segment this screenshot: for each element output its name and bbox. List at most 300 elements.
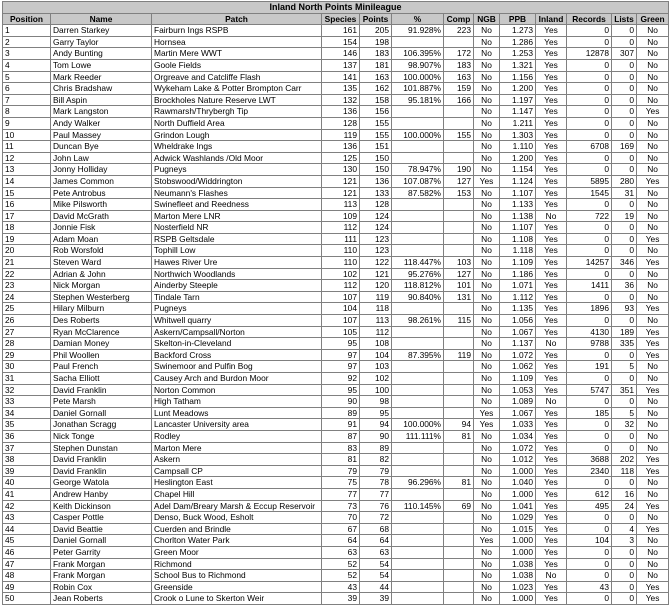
cell-green: No: [637, 141, 669, 153]
cell-ngb: No: [474, 210, 500, 222]
cell-name: Pete Marsh: [51, 396, 152, 408]
cell-species: 132: [322, 94, 360, 106]
cell-name: Robin Cox: [51, 581, 152, 593]
cell-inland: Yes: [536, 500, 567, 512]
cell-green: No: [637, 373, 669, 385]
cell-ppb: 1.200: [500, 152, 536, 164]
cell-species: 135: [322, 83, 360, 95]
cell-lists: 202: [612, 454, 637, 466]
cell-inland: Yes: [536, 257, 567, 269]
cell-points: 150: [360, 152, 392, 164]
cell-points: 121: [360, 268, 392, 280]
cell-position: 8: [3, 106, 51, 118]
table-row: [3, 210, 669, 222]
cell-ngb: No: [474, 233, 500, 245]
cell-comp: [444, 326, 474, 338]
table-row: [3, 349, 669, 361]
cell-points: 108: [360, 338, 392, 350]
cell-position: 32: [3, 384, 51, 396]
cell-position: 30: [3, 361, 51, 373]
cell-patch: Norton Common: [152, 384, 322, 396]
cell-green: Yes: [637, 454, 669, 466]
cell-species: 112: [322, 222, 360, 234]
cell-species: 39: [322, 593, 360, 605]
cell-species: 107: [322, 315, 360, 327]
cell-patch: Askern: [152, 454, 322, 466]
cell-records: 5747: [567, 384, 612, 396]
cell-patch: Brockholes Nature Reserve LWT: [152, 94, 322, 106]
cell-records: 0: [567, 71, 612, 83]
cell-comp: [444, 303, 474, 315]
cell-patch: Grindon Lough: [152, 129, 322, 141]
cell-points: 82: [360, 454, 392, 466]
cell-green: Yes: [637, 581, 669, 593]
cell-inland: Yes: [536, 280, 567, 292]
cell-species: 146: [322, 48, 360, 60]
cell-records: 0: [567, 558, 612, 570]
cell-lists: 0: [612, 546, 637, 558]
cell-species: 110: [322, 257, 360, 269]
cell-name: Steven Ward: [51, 257, 152, 269]
cell-records: 612: [567, 488, 612, 500]
cell-records: 104: [567, 535, 612, 547]
cell-records: 1896: [567, 303, 612, 315]
cell-name: Jean Roberts: [51, 593, 152, 605]
cell-percent: [392, 245, 444, 257]
cell-inland: Yes: [536, 535, 567, 547]
cell-green: No: [637, 164, 669, 176]
cell-points: 155: [360, 129, 392, 141]
cell-comp: [444, 222, 474, 234]
cell-ppb: 1.138: [500, 210, 536, 222]
cell-points: 122: [360, 257, 392, 269]
cell-patch: Campsall CP: [152, 465, 322, 477]
cell-green: No: [637, 71, 669, 83]
cell-records: 495: [567, 500, 612, 512]
cell-percent: [392, 384, 444, 396]
cell-ppb: 1.154: [500, 164, 536, 176]
cell-name: Pete Antrobus: [51, 187, 152, 199]
table-row: [3, 280, 669, 292]
cell-comp: [444, 36, 474, 48]
cell-lists: 16: [612, 488, 637, 500]
cell-name: David Franklin: [51, 465, 152, 477]
cell-green: No: [637, 535, 669, 547]
cell-comp: 127: [444, 268, 474, 280]
cell-comp: 190: [444, 164, 474, 176]
cell-lists: 3: [612, 535, 637, 547]
cell-ppb: 1.029: [500, 512, 536, 524]
cell-position: 20: [3, 245, 51, 257]
header-percent: %: [392, 13, 444, 25]
cell-percent: 87.395%: [392, 349, 444, 361]
header-comp: Comp: [444, 13, 474, 25]
cell-records: 5895: [567, 175, 612, 187]
cell-percent: 98.261%: [392, 315, 444, 327]
table-row: [3, 361, 669, 373]
cell-records: 4130: [567, 326, 612, 338]
cell-percent: 96.296%: [392, 477, 444, 489]
cell-records: 0: [567, 59, 612, 71]
cell-percent: [392, 326, 444, 338]
cell-patch: Green Moor: [152, 546, 322, 558]
table-row: [3, 59, 669, 71]
cell-ppb: 1.053: [500, 384, 536, 396]
cell-percent: [392, 407, 444, 419]
cell-green: No: [637, 117, 669, 129]
cell-position: 42: [3, 500, 51, 512]
cell-patch: Hawes River Ure: [152, 257, 322, 269]
cell-comp: 159: [444, 83, 474, 95]
cell-ngb: No: [474, 59, 500, 71]
table-row: [3, 326, 669, 338]
cell-lists: 0: [612, 430, 637, 442]
cell-position: 35: [3, 419, 51, 431]
cell-points: 183: [360, 48, 392, 60]
cell-ngb: No: [474, 245, 500, 257]
table-row: [3, 71, 669, 83]
cell-percent: [392, 570, 444, 582]
cell-patch: Lunt Meadows: [152, 407, 322, 419]
cell-patch: Crook o Lune to Skerton Weir: [152, 593, 322, 605]
cell-percent: [392, 36, 444, 48]
cell-points: 163: [360, 71, 392, 83]
table-row: [3, 233, 669, 245]
cell-patch: Cuerden and Brindle: [152, 523, 322, 535]
cell-inland: Yes: [536, 233, 567, 245]
cell-ppb: 1.000: [500, 593, 536, 605]
cell-patch: Greenside: [152, 581, 322, 593]
cell-ngb: No: [474, 361, 500, 373]
cell-records: 3688: [567, 454, 612, 466]
cell-species: 75: [322, 477, 360, 489]
cell-inland: Yes: [536, 315, 567, 327]
cell-ngb: No: [474, 454, 500, 466]
cell-comp: 153: [444, 187, 474, 199]
cell-records: 1411: [567, 280, 612, 292]
cell-name: Jonnie Fisk: [51, 222, 152, 234]
cell-name: Paul French: [51, 361, 152, 373]
cell-name: Mike Pilsworth: [51, 199, 152, 211]
cell-lists: 5: [612, 407, 637, 419]
cell-percent: [392, 396, 444, 408]
cell-points: 72: [360, 512, 392, 524]
cell-lists: 0: [612, 164, 637, 176]
cell-name: Adam Moan: [51, 233, 152, 245]
cell-lists: 0: [612, 222, 637, 234]
cell-green: No: [637, 36, 669, 48]
cell-inland: No: [536, 396, 567, 408]
cell-green: No: [637, 570, 669, 582]
cell-records: 0: [567, 117, 612, 129]
cell-points: 103: [360, 361, 392, 373]
table-row: [3, 83, 669, 95]
cell-name: Jonathan Scragg: [51, 419, 152, 431]
cell-name: George Watola: [51, 477, 152, 489]
table-title-row: [3, 2, 669, 14]
cell-position: 7: [3, 94, 51, 106]
cell-green: No: [637, 291, 669, 303]
cell-species: 102: [322, 268, 360, 280]
cell-inland: Yes: [536, 454, 567, 466]
cell-name: David McGrath: [51, 210, 152, 222]
cell-species: 112: [322, 280, 360, 292]
cell-patch: Tindale Tarn: [152, 291, 322, 303]
cell-green: Yes: [637, 106, 669, 118]
cell-patch: Ainderby Steeple: [152, 280, 322, 292]
cell-points: 78: [360, 477, 392, 489]
cell-points: 136: [360, 175, 392, 187]
cell-ngb: No: [474, 326, 500, 338]
cell-patch: Whitwell quarry: [152, 315, 322, 327]
cell-patch: Marton Mere LNR: [152, 210, 322, 222]
cell-lists: 0: [612, 94, 637, 106]
cell-ngb: No: [474, 488, 500, 500]
cell-comp: [444, 465, 474, 477]
cell-records: 0: [567, 570, 612, 582]
cell-inland: Yes: [536, 593, 567, 605]
cell-points: 119: [360, 291, 392, 303]
cell-inland: Yes: [536, 384, 567, 396]
cell-percent: [392, 210, 444, 222]
cell-lists: 351: [612, 384, 637, 396]
cell-ppb: 1.118: [500, 245, 536, 257]
cell-ppb: 1.107: [500, 187, 536, 199]
cell-inland: Yes: [536, 546, 567, 558]
cell-name: Keith Dickinson: [51, 500, 152, 512]
cell-percent: 100.000%: [392, 129, 444, 141]
cell-comp: [444, 361, 474, 373]
cell-points: 181: [360, 59, 392, 71]
cell-green: Yes: [637, 303, 669, 315]
cell-lists: 0: [612, 291, 637, 303]
header-ngb: NGB: [474, 13, 500, 25]
cell-lists: 0: [612, 477, 637, 489]
cell-points: 54: [360, 570, 392, 582]
cell-position: 16: [3, 199, 51, 211]
cell-records: 0: [567, 546, 612, 558]
cell-species: 95: [322, 384, 360, 396]
table-row: [3, 593, 669, 605]
cell-position: 3: [3, 48, 51, 60]
cell-name: David Franklin: [51, 454, 152, 466]
table-row: [3, 419, 669, 431]
cell-percent: [392, 581, 444, 593]
cell-lists: 0: [612, 71, 637, 83]
cell-species: 97: [322, 361, 360, 373]
cell-records: 0: [567, 94, 612, 106]
cell-ngb: No: [474, 373, 500, 385]
cell-points: 205: [360, 25, 392, 37]
cell-patch: Chapel Hill: [152, 488, 322, 500]
cell-patch: Wheldrake Ings: [152, 141, 322, 153]
cell-comp: 115: [444, 315, 474, 327]
cell-green: No: [637, 222, 669, 234]
header-green: Green: [637, 13, 669, 25]
cell-green: No: [637, 361, 669, 373]
cell-species: 64: [322, 535, 360, 547]
cell-comp: [444, 558, 474, 570]
cell-ppb: 1.110: [500, 141, 536, 153]
cell-inland: Yes: [536, 199, 567, 211]
cell-comp: [444, 523, 474, 535]
cell-species: 52: [322, 558, 360, 570]
cell-species: 104: [322, 303, 360, 315]
cell-patch: Martin Mere WWT: [152, 48, 322, 60]
cell-points: 118: [360, 303, 392, 315]
cell-patch: Causey Arch and Burdon Moor: [152, 373, 322, 385]
cell-lists: 0: [612, 152, 637, 164]
cell-ngb: No: [474, 512, 500, 524]
cell-green: Yes: [637, 326, 669, 338]
cell-records: 0: [567, 291, 612, 303]
cell-inland: Yes: [536, 303, 567, 315]
cell-ngb: No: [474, 280, 500, 292]
cell-lists: 0: [612, 593, 637, 605]
cell-comp: [444, 512, 474, 524]
cell-ngb: No: [474, 593, 500, 605]
cell-comp: [444, 407, 474, 419]
cell-ngb: No: [474, 523, 500, 535]
cell-species: 125: [322, 152, 360, 164]
table-row: [3, 129, 669, 141]
cell-species: 77: [322, 488, 360, 500]
table-row: [3, 407, 669, 419]
cell-lists: 307: [612, 48, 637, 60]
cell-percent: 95.181%: [392, 94, 444, 106]
cell-patch: RSPB Geltsdale: [152, 233, 322, 245]
cell-percent: [392, 152, 444, 164]
cell-points: 63: [360, 546, 392, 558]
cell-percent: [392, 593, 444, 605]
header-row: [3, 13, 669, 25]
table-row: [3, 303, 669, 315]
cell-comp: [444, 396, 474, 408]
cell-green: No: [637, 488, 669, 500]
cell-lists: 0: [612, 59, 637, 71]
cell-lists: 93: [612, 303, 637, 315]
cell-records: 12878: [567, 48, 612, 60]
cell-comp: [444, 199, 474, 211]
cell-percent: [392, 373, 444, 385]
cell-name: Garry Taylor: [51, 36, 152, 48]
table-row: [3, 558, 669, 570]
cell-points: 123: [360, 245, 392, 257]
table-row: [3, 187, 669, 199]
cell-green: No: [637, 83, 669, 95]
cell-records: 0: [567, 523, 612, 535]
cell-patch: Goole Fields: [152, 59, 322, 71]
cell-records: 0: [567, 419, 612, 431]
cell-ppb: 1.124: [500, 175, 536, 187]
cell-ngb: No: [474, 291, 500, 303]
cell-inland: Yes: [536, 430, 567, 442]
cell-patch: Hornsea: [152, 36, 322, 48]
cell-points: 100: [360, 384, 392, 396]
cell-species: 67: [322, 523, 360, 535]
header-inland: Inland: [536, 13, 567, 25]
cell-lists: 0: [612, 83, 637, 95]
cell-position: 41: [3, 488, 51, 500]
cell-records: 0: [567, 442, 612, 454]
cell-name: Casper Pottle: [51, 512, 152, 524]
cell-species: 91: [322, 419, 360, 431]
cell-lists: 118: [612, 465, 637, 477]
cell-lists: 0: [612, 129, 637, 141]
cell-name: Frank Morgan: [51, 558, 152, 570]
cell-species: 83: [322, 442, 360, 454]
cell-percent: 98.907%: [392, 59, 444, 71]
cell-inland: Yes: [536, 465, 567, 477]
cell-ppb: 1.273: [500, 25, 536, 37]
cell-percent: 111.111%: [392, 430, 444, 442]
table-row: [3, 488, 669, 500]
cell-comp: [444, 338, 474, 350]
table-row: [3, 546, 669, 558]
cell-position: 37: [3, 442, 51, 454]
cell-percent: [392, 523, 444, 535]
cell-ppb: 1.062: [500, 361, 536, 373]
cell-inland: Yes: [536, 488, 567, 500]
cell-ngb: No: [474, 570, 500, 582]
cell-green: No: [637, 129, 669, 141]
cell-comp: 69: [444, 500, 474, 512]
cell-position: 31: [3, 373, 51, 385]
cell-ppb: 1.109: [500, 257, 536, 269]
table-row: [3, 465, 669, 477]
cell-position: 19: [3, 233, 51, 245]
cell-inland: Yes: [536, 59, 567, 71]
cell-lists: 0: [612, 558, 637, 570]
table-row: [3, 430, 669, 442]
cell-inland: Yes: [536, 187, 567, 199]
cell-name: Andy Walker: [51, 117, 152, 129]
cell-points: 104: [360, 349, 392, 361]
cell-lists: 5: [612, 361, 637, 373]
cell-position: 18: [3, 222, 51, 234]
table-row: [3, 25, 669, 37]
table-body: [3, 25, 669, 605]
cell-ppb: 1.112: [500, 291, 536, 303]
header-points: Points: [360, 13, 392, 25]
cell-points: 124: [360, 222, 392, 234]
table-row: [3, 512, 669, 524]
cell-green: No: [637, 210, 669, 222]
cell-percent: [392, 442, 444, 454]
cell-green: No: [637, 477, 669, 489]
cell-lists: 169: [612, 141, 637, 153]
cell-species: 110: [322, 245, 360, 257]
cell-records: 6708: [567, 141, 612, 153]
cell-name: Sacha Elliott: [51, 373, 152, 385]
cell-comp: [444, 442, 474, 454]
cell-position: 33: [3, 396, 51, 408]
cell-inland: Yes: [536, 25, 567, 37]
cell-comp: 223: [444, 25, 474, 37]
cell-comp: [444, 593, 474, 605]
cell-percent: 106.395%: [392, 48, 444, 60]
cell-records: 0: [567, 233, 612, 245]
cell-inland: No: [536, 210, 567, 222]
cell-species: 79: [322, 465, 360, 477]
cell-patch: Pugneys: [152, 303, 322, 315]
cell-inland: Yes: [536, 268, 567, 280]
cell-ppb: 1.133: [500, 199, 536, 211]
cell-name: John Law: [51, 152, 152, 164]
cell-records: 0: [567, 36, 612, 48]
table-row: [3, 291, 669, 303]
cell-ppb: 1.040: [500, 477, 536, 489]
